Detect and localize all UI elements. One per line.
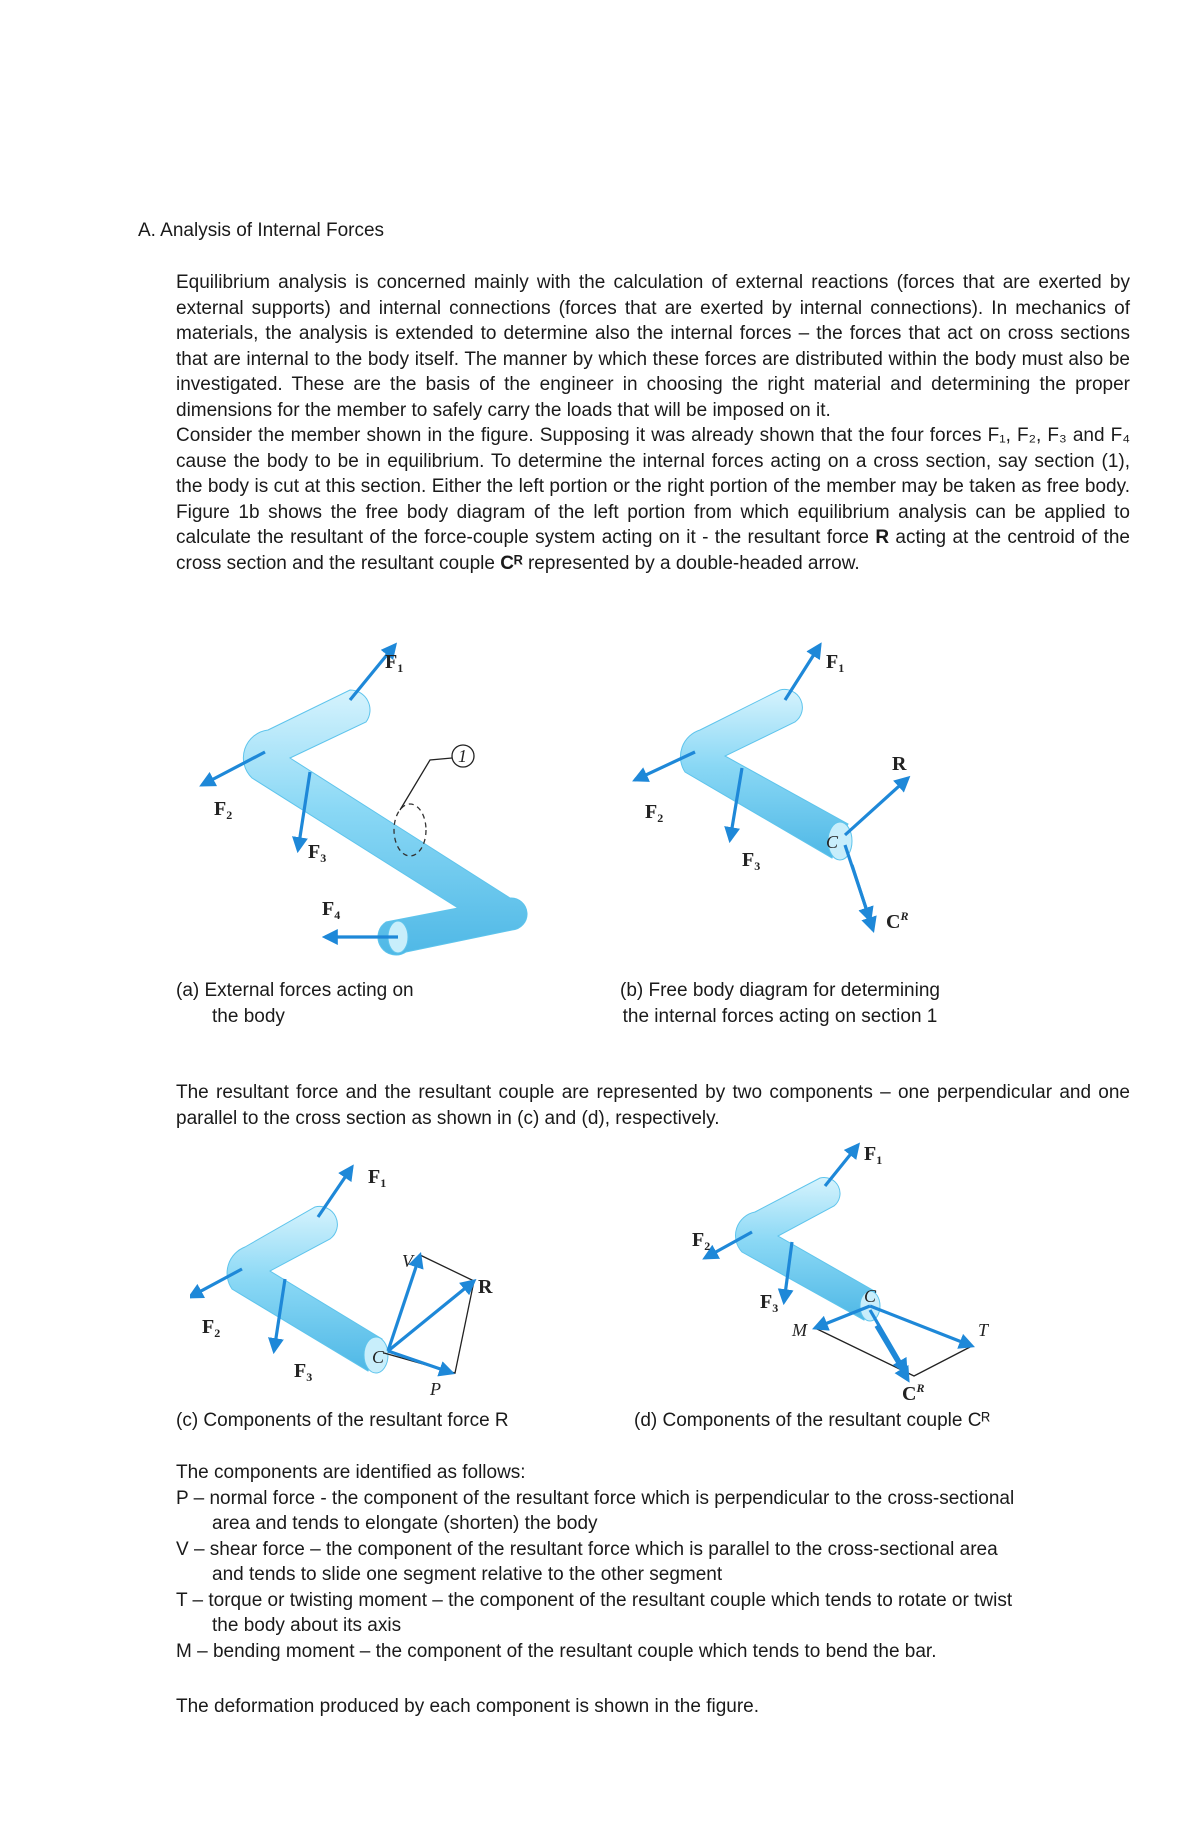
figure-a-external-forces xyxy=(190,640,550,960)
figure-c-force-components xyxy=(190,1155,520,1400)
label-f2-c: $F_2$ xyxy=(202,1316,221,1340)
paragraph-deformation xyxy=(176,1694,1130,1720)
label-f1-b: $F_1$ xyxy=(826,651,845,675)
component-p: P – normal force - the component of the resultant force which is perpendicular to the cross-sectional area and tends to elongate (shorten) the body xyxy=(176,1487,1015,1534)
components-intro: The components are identified as follows: xyxy=(176,1462,526,1483)
label-cr-b: $C^R$ xyxy=(886,909,909,933)
label-f4: $F_4$ xyxy=(322,898,341,922)
paragraph-intro xyxy=(176,270,1130,576)
figure-d-couple-components xyxy=(680,1140,1010,1405)
caption-a xyxy=(176,978,414,1029)
couple-cr-arrow-d2 xyxy=(876,1326,908,1380)
label-c-d: C xyxy=(864,1286,877,1306)
label-f1-c: $F_1$ xyxy=(368,1166,387,1190)
caption-a-line2: the body xyxy=(212,1005,285,1027)
caption-d: (d) Components of the resultant couple Cᴿ xyxy=(634,1410,991,1431)
force-f1-arrow-b xyxy=(785,645,820,700)
label-f3-c: $F_3$ xyxy=(294,1360,313,1384)
components-list xyxy=(176,1460,1130,1664)
section-title: A. Analysis of Internal Forces xyxy=(138,220,385,241)
label-f2-d: $F_2$ xyxy=(692,1229,711,1253)
section-1-label: 1 xyxy=(458,746,467,766)
bent-bar-a xyxy=(243,690,527,955)
label-c-b: C xyxy=(826,832,839,852)
paragraph-4: The deformation produced by each component is shown in the figure. xyxy=(176,1696,760,1717)
caption-b-line2: the internal forces acting on section 1 xyxy=(622,1005,938,1027)
label-cr-d: $C^R$ xyxy=(902,1381,925,1405)
bent-bar-c xyxy=(227,1206,382,1371)
label-t: T xyxy=(978,1320,989,1340)
label-r-b: R xyxy=(892,753,907,775)
section-1-leader xyxy=(400,758,452,810)
resultant-r-arrow xyxy=(845,778,908,835)
label-f3-b: $F_3$ xyxy=(742,849,761,873)
bent-bar-b xyxy=(680,689,848,858)
caption-a-line1: (a) External forces acting on xyxy=(176,980,414,1001)
label-f2-b: $F_2$ xyxy=(645,801,664,825)
force-f1-arrow-d xyxy=(825,1145,858,1186)
component-m: M – bending moment – the component of the resultant couple which tends to bend the bar. xyxy=(176,1640,937,1662)
force-f1-arrow-c xyxy=(318,1167,352,1217)
label-m: M xyxy=(792,1320,807,1340)
paragraph-2: Consider the member shown in the figure. Supposing it was already shown that the four forces F₁, F₂, F₃ and F₄ cause the body to be in equilibrium. To determine the internal forces acting on a cross section, say section (1), the body is cut at this section. Either the left portion or the right portion of the member may be taken as free body. Figure 1b shows the free body diagram of the left portion from which equilibrium analysis can be applied to calculate the resultant of the force-couple system acting on it - the resultant force R acting at the centroid of the cross section and the resultant couple Cᴿ represented by a double-headed arrow. xyxy=(176,425,1130,574)
caption-c: (c) Components of the resultant force R xyxy=(176,1410,509,1431)
caption-b xyxy=(620,978,940,1029)
caption-b-line1: (b) Free body diagram for determining xyxy=(620,980,940,1001)
label-p: P xyxy=(430,1379,441,1399)
paragraph-1: Equilibrium analysis is concerned mainly with the calculation of external reactions (forces that are exerted by external supports) and internal connections (forces that are exerted by internal connections). In mechanics of materials, the analysis is extended to determine also the internal forces – the forces that act on cross sections that are internal to the body itself. The manner by which these forces are distributed within the body must also be investigated. These are the basis of the engineer in choosing the right material and determining the proper dimensions for the member to safely carry the loads that will be imposed on it. xyxy=(176,272,1130,421)
label-v: V xyxy=(402,1251,413,1271)
component-v: V – shear force – the component of the resultant force which is parallel to the cross-sectional area and tends to slide one segment relative to the other segment xyxy=(176,1538,998,1585)
label-r-c: R xyxy=(478,1276,493,1298)
label-f1-d: $F_1$ xyxy=(864,1143,883,1167)
label-c-c: C xyxy=(372,1347,385,1367)
bent-bar-d xyxy=(735,1177,876,1320)
couple-cr-arrow-2 xyxy=(852,865,873,930)
label-f2: $F_2$ xyxy=(214,798,233,822)
label-f1: $F_1$ xyxy=(385,651,404,675)
normal-p-arrow xyxy=(388,1351,452,1373)
label-f3-d: $F_3$ xyxy=(760,1291,779,1315)
figure-b-free-body xyxy=(630,640,960,940)
label-f3: $F_3$ xyxy=(308,841,327,865)
component-t: T – torque or twisting moment – the component of the resultant couple which tends to rotate or twist the body about its axis xyxy=(176,1589,1013,1636)
paragraph-components xyxy=(176,1080,1130,1131)
paragraph-3: The resultant force and the resultant couple are represented by two components – one perpendicular and one parallel to the cross section as shown in (c) and (d), respectively. xyxy=(176,1082,1130,1129)
